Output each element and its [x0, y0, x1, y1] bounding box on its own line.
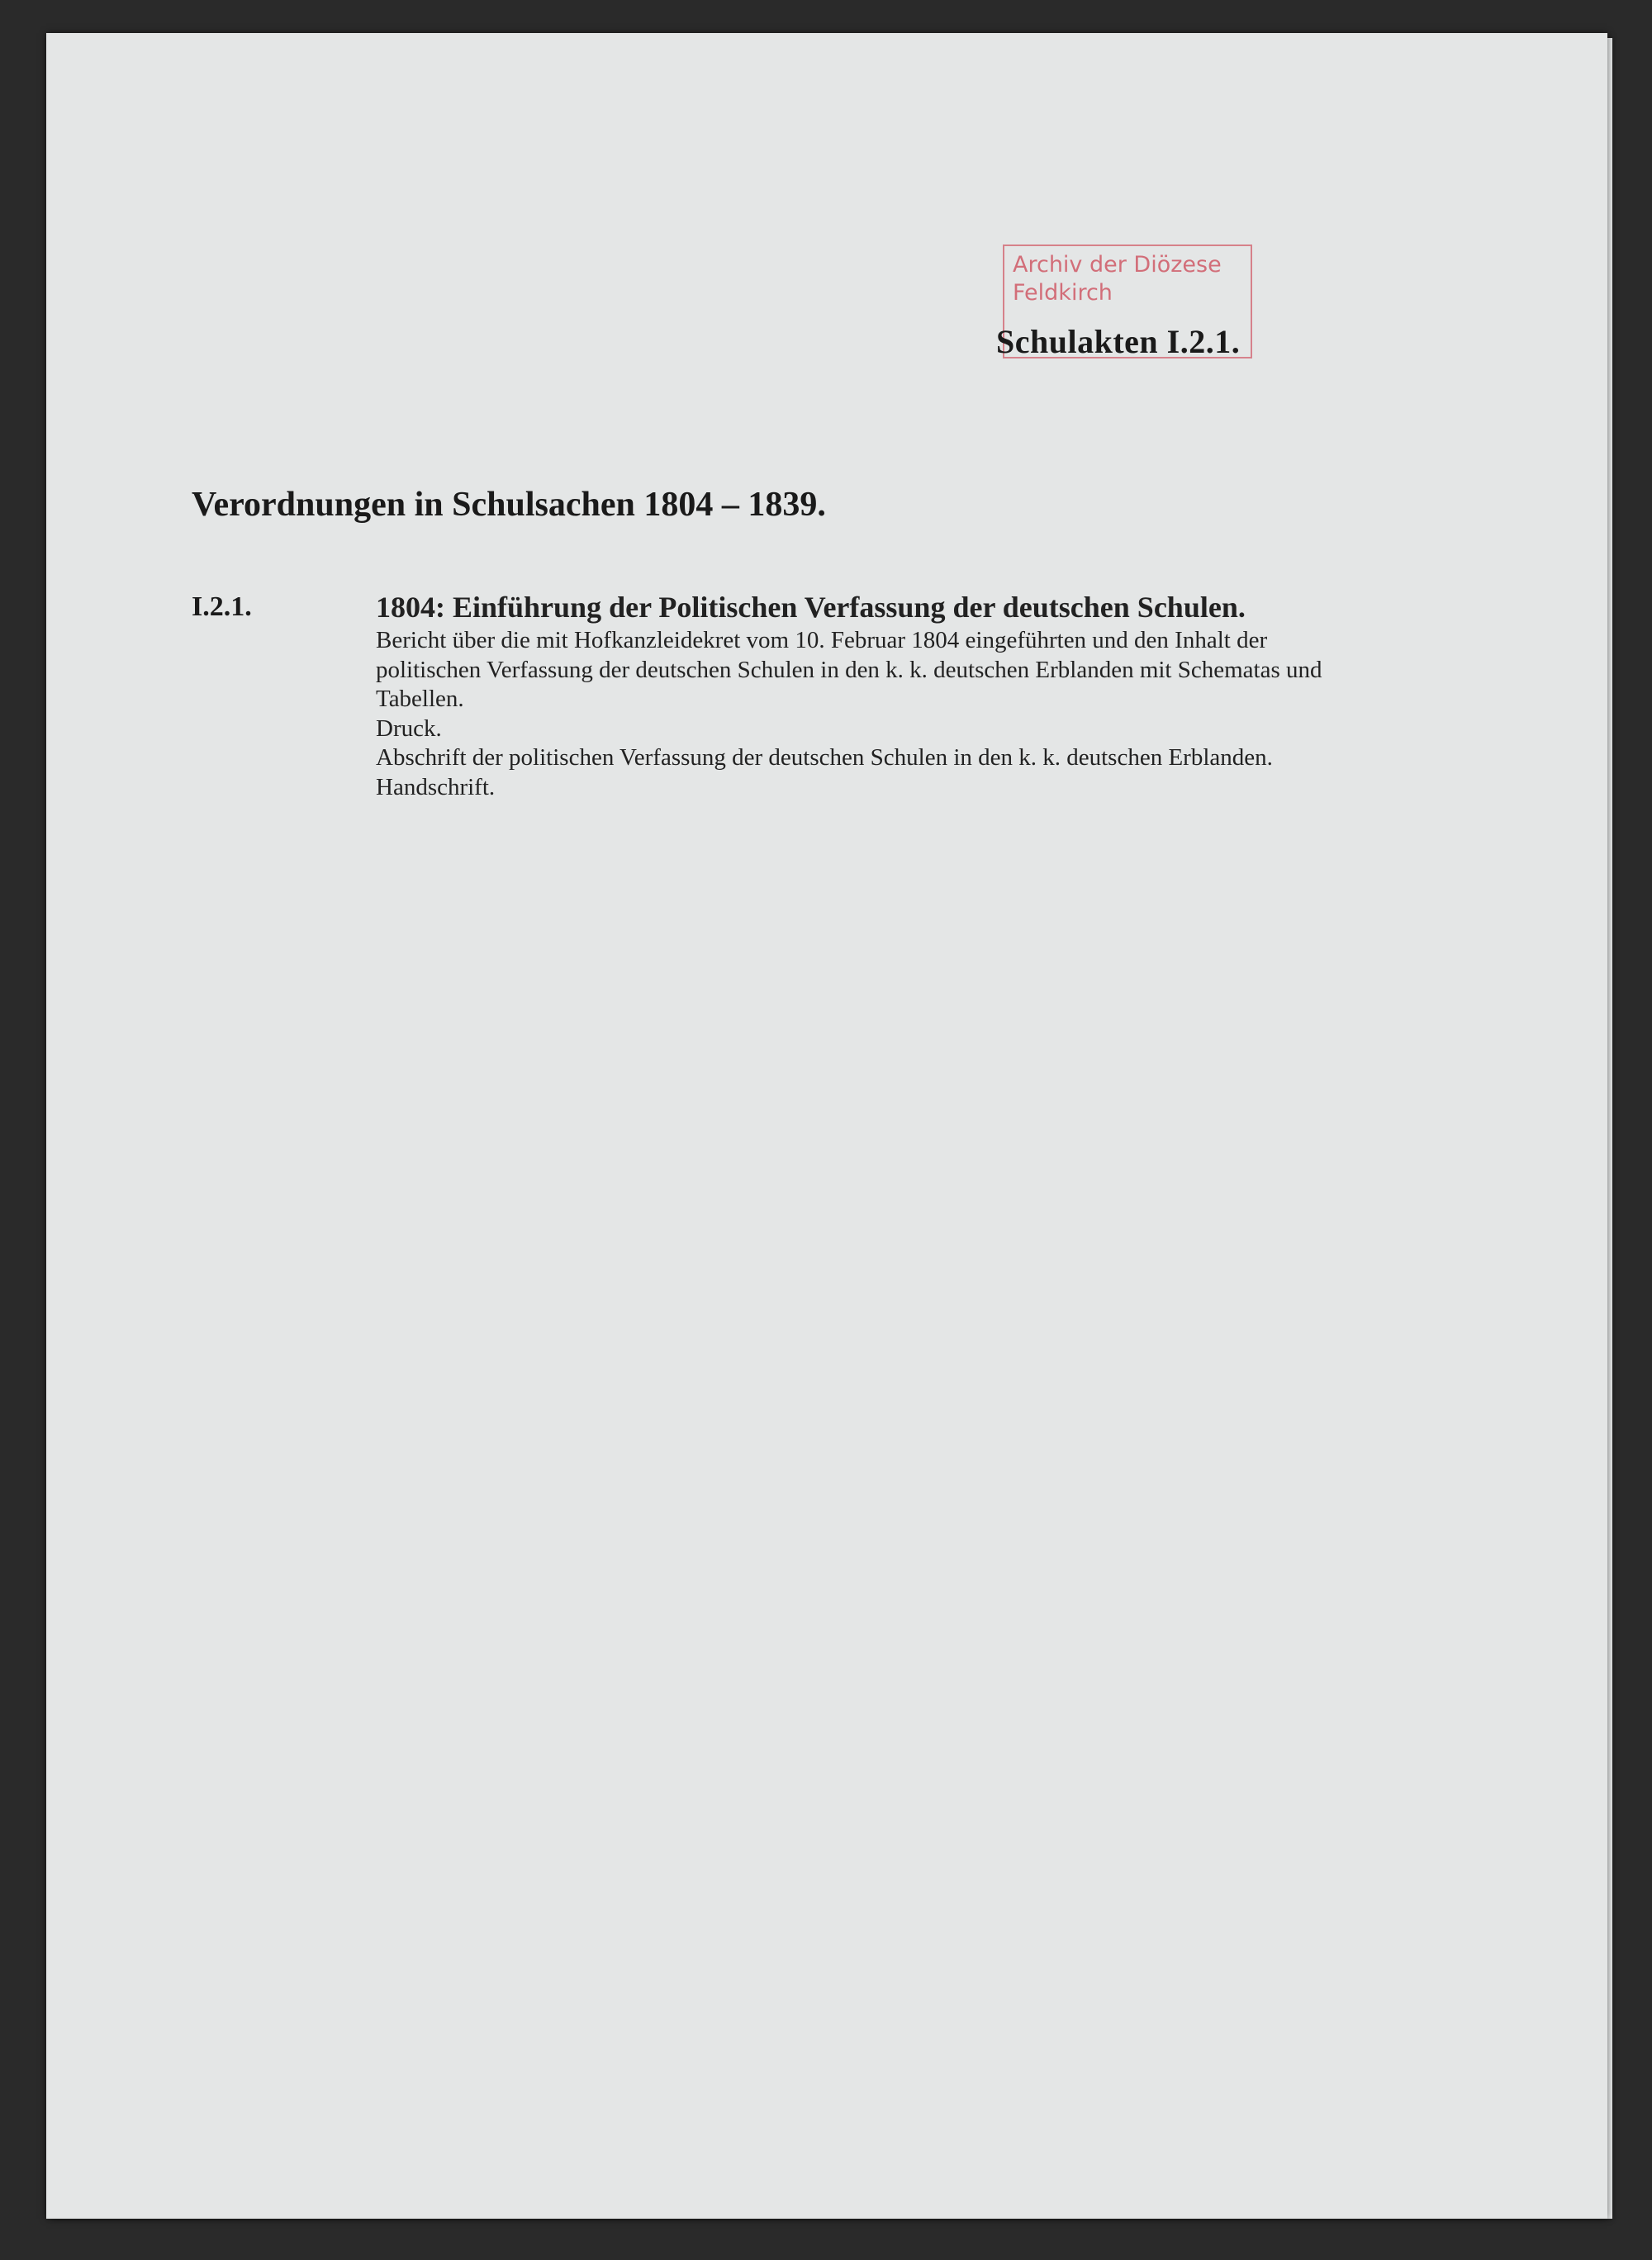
- entry-number: I.2.1.: [192, 591, 252, 622]
- stamp-line-2: Feldkirch: [1013, 280, 1113, 306]
- document-title: Verordnungen in Schulsachen 1804 – 1839.: [192, 486, 826, 524]
- document-page: [46, 33, 1607, 2219]
- entry-body: [376, 590, 1532, 802]
- entry-heading: 1804: Einführung der Politischen Verfassung der deutschen Schulen.: [376, 591, 1246, 624]
- entry-line: politischen Verfassung der deutschen Schulen in den k. k. deutschen Erblanden mit Schematas und: [376, 656, 1322, 683]
- entry-line: Abschrift der politischen Verfassung der deutschen Schulen in den k. k. deutschen Erblanden.: [376, 744, 1273, 771]
- entry-line: Handschrift.: [376, 773, 496, 800]
- entry-line: Druck.: [376, 715, 442, 742]
- stamp-line-1: Archiv der Diözese: [1013, 252, 1222, 278]
- shelfmark: Schulakten I.2.1.: [996, 323, 1241, 360]
- entry-line: Tabellen.: [376, 686, 464, 712]
- entry-line: Bericht über die mit Hofkanzleidekret vom 10. Februar 1804 eingeführten und den Inhalt der: [376, 627, 1268, 653]
